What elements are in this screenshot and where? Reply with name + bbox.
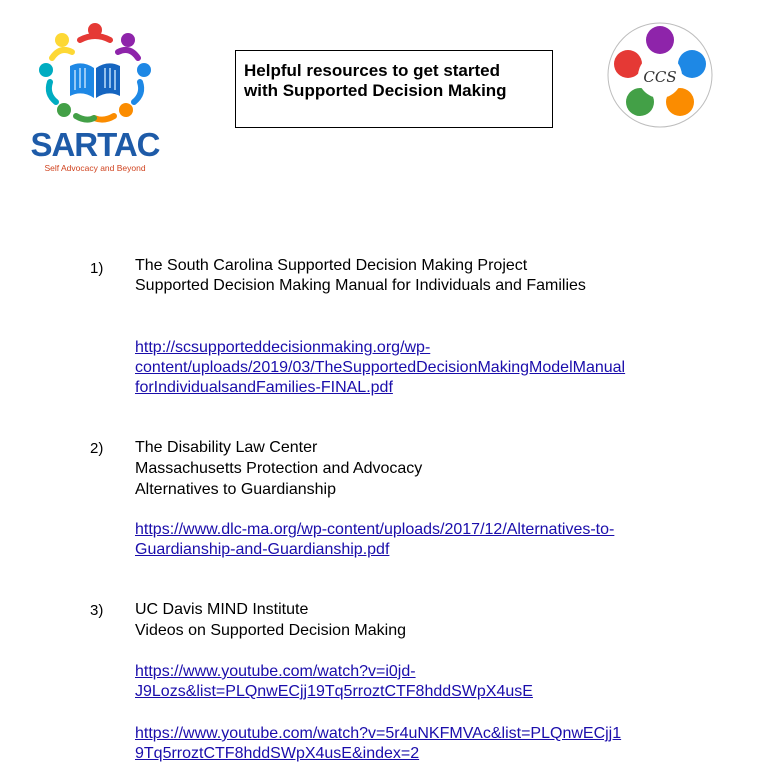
resource-3-line-1: UC Davis MIND Institute <box>135 601 309 618</box>
resource-2-link-line-2[interactable]: Guardianship-and-Guardianship.pdf <box>135 541 390 558</box>
resource-1-line-1: The South Carolina Supported Decision Making Project <box>135 257 528 274</box>
ccs-logo-text: CCS <box>643 68 677 86</box>
resource-3-number: 3) <box>90 602 104 619</box>
title-box <box>235 50 553 128</box>
resource-2-number: 2) <box>90 440 104 457</box>
resource-3-link-1-line-1[interactable]: https://www.youtube.com/watch?v=i0jd- <box>135 663 416 680</box>
title-line-2: with Supported Decision Making <box>244 81 507 100</box>
sartac-tagline: Self Advocacy and Beyond <box>44 163 146 173</box>
resource-1-line-2: Supported Decision Making Manual for Individuals and Families <box>135 277 586 294</box>
resource-1-link-line-2[interactable]: content/uploads/2019/03/TheSupportedDecisionMakingModelManual <box>135 359 626 376</box>
resource-3-link-1-line-2[interactable]: J9Lozs&list=PLQnwECjj19Tq5rroztCTF8hddSWpX4usE <box>135 683 533 700</box>
resource-3-link-2-line-2[interactable]: 9Tq5rroztCTF8hddSWpX4usE&index=2 <box>135 745 420 762</box>
resource-2-line-2: Massachusetts Protection and Advocacy <box>135 460 423 477</box>
resource-2-line-3: Alternatives to Guardianship <box>135 481 336 498</box>
resource-3-line-2: Videos on Supported Decision Making <box>135 622 406 639</box>
sartac-wordmark: SARTAC <box>30 126 160 163</box>
resource-1-number: 1) <box>90 260 104 277</box>
resource-3-link-2-line-1[interactable]: https://www.youtube.com/watch?v=5r4uNKFMVAc&list=PLQnwECjj1 <box>135 725 622 742</box>
resource-2-link-line-1[interactable]: https://www.dlc-ma.org/wp-content/uploads/2017/12/Alternatives-to- <box>135 521 615 538</box>
title-line-1: Helpful resources to get started <box>244 61 501 80</box>
resource-1-link-line-1[interactable]: http://scsupporteddecisionmaking.org/wp- <box>135 339 431 356</box>
ccs-logo <box>598 18 723 133</box>
resource-1-link-line-3[interactable]: forIndividualsandFamilies-FINAL.pdf <box>135 379 393 396</box>
resource-2-line-1: The Disability Law Center <box>135 439 318 456</box>
